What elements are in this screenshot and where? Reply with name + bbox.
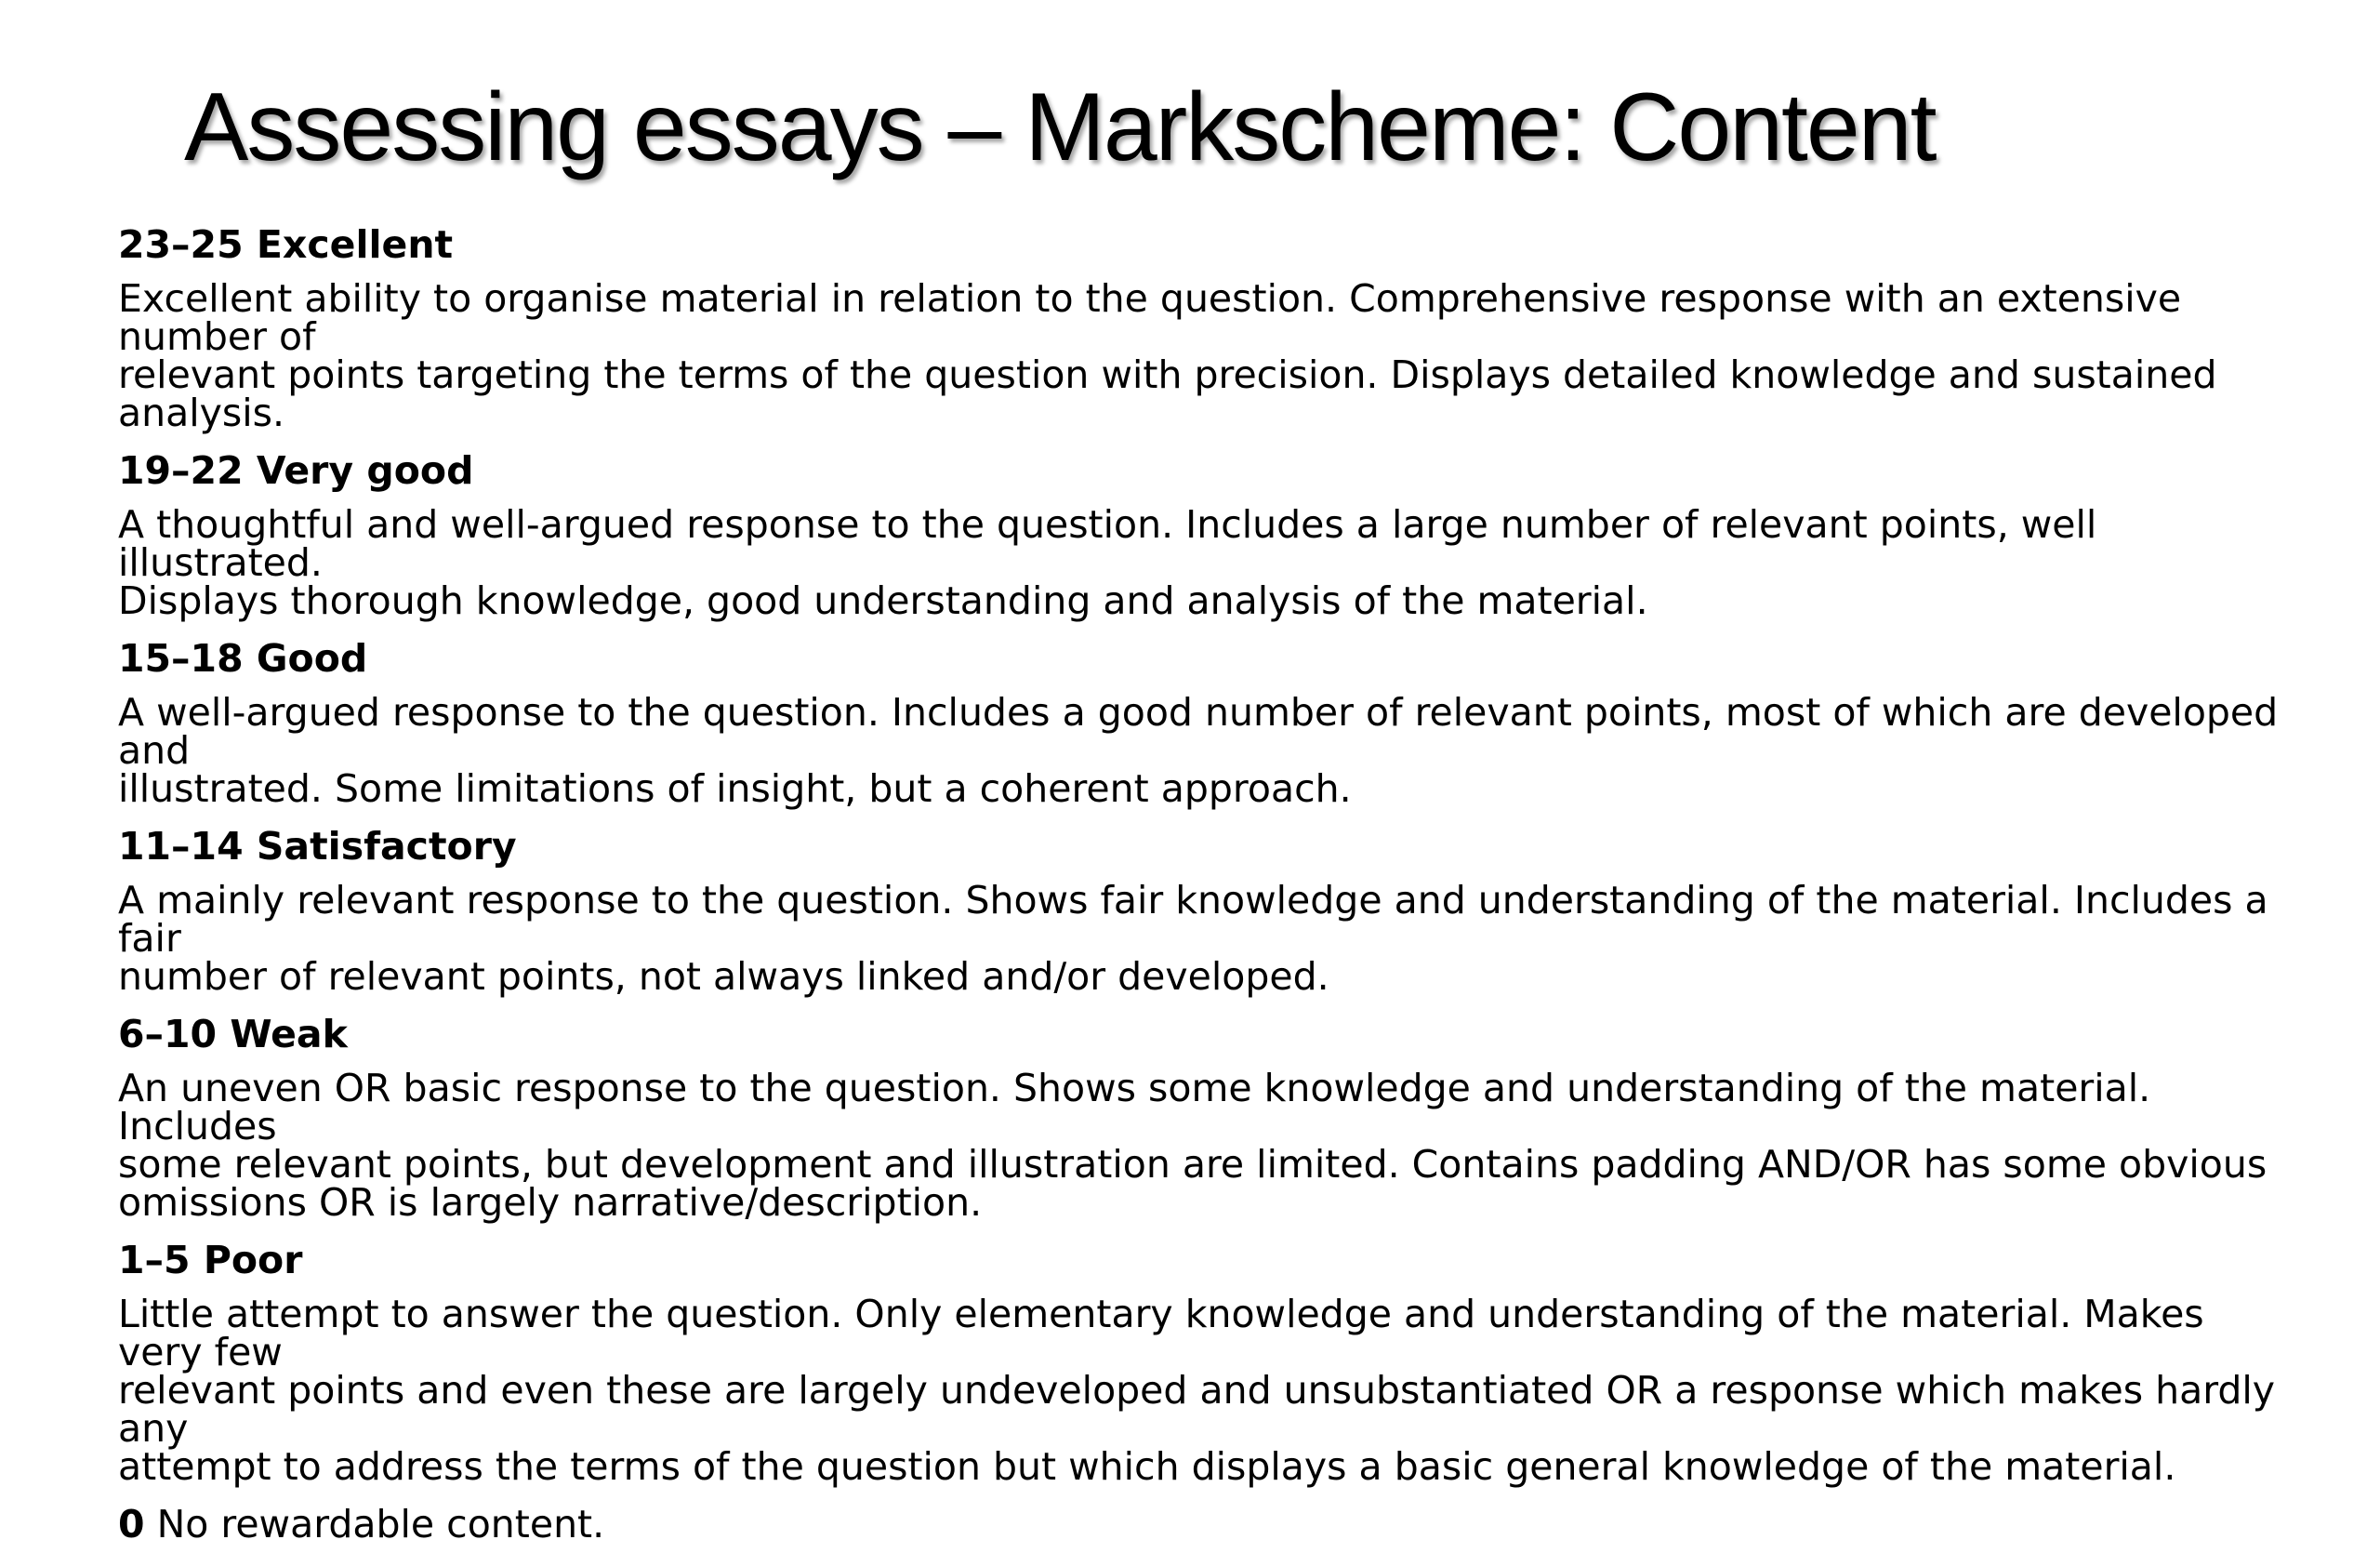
description-line: A mainly relevant response to the question. Shows fair knowledge and understanding of the material. Includes a fair: [118, 878, 2268, 961]
description-line: attempt to address the terms of the question but which displays a basic general knowledge of the material.: [118, 1444, 2176, 1489]
band-poor: [118, 1231, 2294, 1489]
markscheme-content: [118, 216, 2294, 1553]
band-heading: 1–5 Poor: [118, 1238, 303, 1282]
band-description: [118, 878, 2294, 999]
description-line: omissions OR is largely narrative/description.: [118, 1180, 983, 1225]
description-line: illustrated. Some limitations of insight, but a coherent approach.: [118, 766, 1352, 811]
band-excellent: [118, 216, 2294, 435]
band-description: [118, 502, 2294, 623]
description-line: relevant points targeting the terms of the question with precision. Displays detailed knowledge and sustained analysis.: [118, 352, 2217, 435]
band-good: [118, 630, 2294, 811]
description-line: Little attempt to answer the question. Only elementary knowledge and understanding of the material. Makes very few: [118, 1292, 2204, 1374]
band-heading: 19–22 Very good: [118, 448, 474, 493]
description-line: A thoughtful and well-argued response to the question. Includes a large number of relevant points, well illustrated.: [118, 502, 2097, 585]
band-description: [118, 1292, 2294, 1489]
description-line: Excellent ability to organise material in relation to the question. Comprehensive response with an extensive number of: [118, 276, 2182, 359]
slide-title: Assessing essays – Markscheme: Content: [184, 73, 1936, 181]
description-line: An uneven OR basic response to the question. Shows some knowledge and understanding of the material. Includes: [118, 1066, 2151, 1148]
band-satisfactory: [118, 817, 2294, 999]
band-heading: 15–18 Good: [118, 636, 368, 681]
band-no-reward: [118, 1495, 2294, 1553]
band-description: [118, 1066, 2294, 1225]
band-description: No rewardable content.: [156, 1502, 605, 1546]
description-line: some relevant points, but development and illustration are limited. Contains padding AND/OR has some obvious: [118, 1142, 2268, 1187]
description-line: A well-argued response to the question. Includes a good number of relevant points, most of which are developed and: [118, 690, 2279, 773]
band-score: 0: [118, 1502, 145, 1546]
description-line: relevant points and even these are largely undeveloped and unsubstantiated OR a response which makes hardly any: [118, 1368, 2276, 1451]
band-heading: 23–25 Excellent: [118, 222, 454, 267]
band-heading: 11–14 Satisfactory: [118, 824, 517, 869]
band-description: [118, 690, 2294, 811]
band-description: [118, 276, 2294, 435]
band-weak: [118, 1005, 2294, 1225]
band-heading: 6–10 Weak: [118, 1012, 348, 1056]
description-line: number of relevant points, not always linked and/or developed.: [118, 954, 1329, 999]
band-very-good: [118, 442, 2294, 623]
description-line: Displays thorough knowledge, good understanding and analysis of the material.: [118, 578, 1648, 623]
